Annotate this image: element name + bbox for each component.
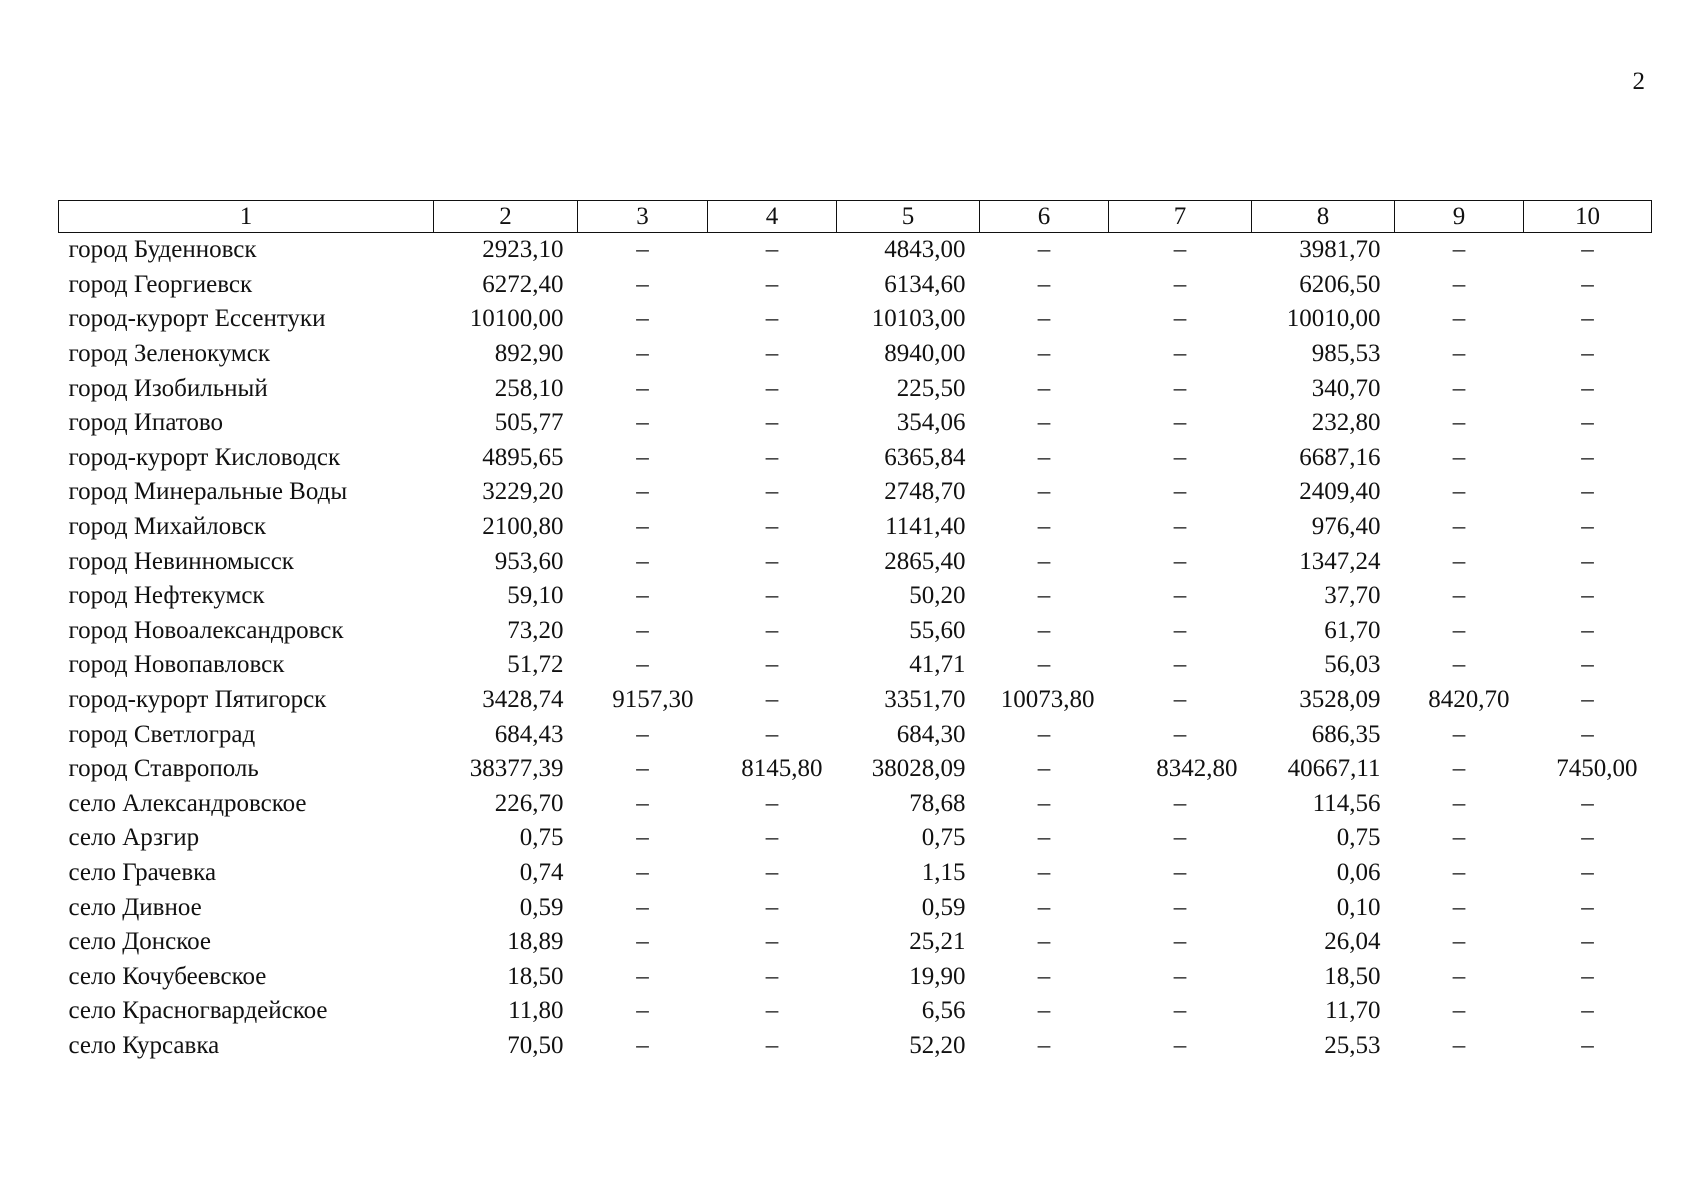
table-row xyxy=(59,683,1652,718)
table-cell: – xyxy=(1037,616,1051,644)
settlement-name: село Кочубеевское xyxy=(68,962,267,990)
table-cell: – xyxy=(1452,997,1466,1025)
table-cell: – xyxy=(1173,893,1187,921)
table-cell: – xyxy=(1452,962,1466,990)
table-cell: 4843,00 xyxy=(884,236,966,264)
table-cell: – xyxy=(1581,582,1594,610)
table-cell: 19,90 xyxy=(909,962,966,990)
table-cell: – xyxy=(1581,478,1594,506)
table-cell: 6,56 xyxy=(921,997,966,1025)
settlement-name: село Дивное xyxy=(68,893,202,921)
table-cell: – xyxy=(1173,513,1187,541)
table-cell: 2100,80 xyxy=(482,513,564,541)
table-cell: – xyxy=(1452,305,1466,333)
table-cell: – xyxy=(765,824,779,852)
table-cell: 0,59 xyxy=(519,893,564,921)
column-header: 7 xyxy=(1109,201,1252,233)
table-cell: – xyxy=(765,928,779,956)
table-cell: – xyxy=(1173,928,1187,956)
table-cell: – xyxy=(765,409,779,437)
table-cell: – xyxy=(1452,236,1466,264)
column-header: 6 xyxy=(980,201,1109,233)
table-cell: – xyxy=(765,305,779,333)
table-row xyxy=(59,614,1652,649)
table-row xyxy=(59,475,1652,510)
table-cell: – xyxy=(1037,582,1051,610)
table-cell: – xyxy=(1452,755,1466,783)
table-row xyxy=(59,787,1652,822)
table-cell: 0,75 xyxy=(1336,824,1381,852)
table-cell: – xyxy=(765,651,779,679)
table-cell: – xyxy=(1581,720,1594,748)
table-cell: – xyxy=(636,720,649,748)
table-row xyxy=(59,544,1652,579)
table-cell: 684,30 xyxy=(896,720,966,748)
table-cell: 340,70 xyxy=(1311,374,1381,402)
table-cell: – xyxy=(765,513,779,541)
table-cell: – xyxy=(1581,547,1594,575)
settlement-name: город Невинномысск xyxy=(68,547,294,575)
table-cell: 6365,84 xyxy=(884,443,966,471)
table-cell: 11,70 xyxy=(1325,997,1381,1025)
column-header: 3 xyxy=(578,201,708,233)
table-header xyxy=(59,201,1652,233)
table-cell: 6272,40 xyxy=(482,270,564,298)
table-cell: – xyxy=(636,1031,649,1059)
table-cell: – xyxy=(1173,374,1187,402)
table-cell: – xyxy=(636,789,649,817)
table-cell: – xyxy=(1452,616,1466,644)
settlement-name: город Зеленокумск xyxy=(68,340,270,368)
table-cell: – xyxy=(1452,928,1466,956)
settlement-name: село Донское xyxy=(68,928,212,956)
table-cell: – xyxy=(765,374,779,402)
table-cell: – xyxy=(765,686,779,714)
table-cell: 976,40 xyxy=(1311,513,1381,541)
table-cell: 686,35 xyxy=(1311,720,1381,748)
table-cell: – xyxy=(1037,720,1051,748)
table-cell: 55,60 xyxy=(909,616,966,644)
table-cell: – xyxy=(1581,409,1594,437)
table-cell: – xyxy=(1037,789,1051,817)
table-cell: 61,70 xyxy=(1324,616,1381,644)
table-cell: – xyxy=(636,582,649,610)
table-cell: 40667,11 xyxy=(1287,755,1381,783)
table-row xyxy=(59,337,1652,372)
table-cell: – xyxy=(1452,824,1466,852)
table-cell: 52,20 xyxy=(909,1031,966,1059)
table-row xyxy=(59,268,1652,303)
table-cell: 505,77 xyxy=(494,409,564,437)
settlement-name: город Светлоград xyxy=(68,720,256,748)
table-cell: – xyxy=(1581,513,1594,541)
table-cell: – xyxy=(636,547,649,575)
column-header: 10 xyxy=(1524,201,1652,233)
table-cell: 892,90 xyxy=(494,340,564,368)
table-cell: 37,70 xyxy=(1324,582,1381,610)
table-cell: – xyxy=(1173,686,1187,714)
table-cell: 4895,65 xyxy=(482,443,564,471)
table-cell: 1347,24 xyxy=(1299,547,1381,575)
table-cell: – xyxy=(1173,720,1187,748)
table-row xyxy=(59,717,1652,752)
table-cell: – xyxy=(1037,374,1051,402)
table-row xyxy=(59,371,1652,406)
table-cell: – xyxy=(1173,651,1187,679)
table-cell: 0,06 xyxy=(1336,858,1381,886)
table-cell: 225,50 xyxy=(896,374,966,402)
table-cell: – xyxy=(1581,305,1594,333)
table-cell: – xyxy=(765,616,779,644)
table-cell: – xyxy=(1452,547,1466,575)
settlement-name: село Красногвардейское xyxy=(68,997,328,1025)
settlement-name: город Новоалександровск xyxy=(68,616,344,644)
table-cell: – xyxy=(1452,270,1466,298)
settlement-name: город Нефтекумск xyxy=(68,582,265,610)
table-cell: 985,53 xyxy=(1311,340,1381,368)
table-cell: 0,74 xyxy=(519,858,564,886)
table-cell: 0,10 xyxy=(1336,893,1381,921)
table-cell: – xyxy=(765,270,779,298)
table-row xyxy=(59,510,1652,545)
table-cell: – xyxy=(1173,997,1187,1025)
table-cell: – xyxy=(1173,616,1187,644)
table-cell: 258,10 xyxy=(494,374,564,402)
table-cell: – xyxy=(1173,1031,1187,1059)
table-cell: – xyxy=(636,651,649,679)
table-cell: – xyxy=(765,962,779,990)
table-cell: – xyxy=(1581,270,1594,298)
settlement-name: город Георгиевск xyxy=(68,270,253,298)
table-cell: – xyxy=(1452,893,1466,921)
table-cell: – xyxy=(765,340,779,368)
table-cell: 953,60 xyxy=(494,547,564,575)
table-cell: – xyxy=(1037,305,1051,333)
settlement-name: город Новопавловск xyxy=(68,651,285,679)
table-cell: 1141,40 xyxy=(885,513,966,541)
settlement-name: село Грачевка xyxy=(68,858,217,886)
table-row xyxy=(59,856,1652,891)
table-cell: 226,70 xyxy=(494,789,564,817)
table-cell: – xyxy=(636,305,649,333)
settlement-name: город Минеральные Воды xyxy=(68,478,348,506)
table-cell: 3428,74 xyxy=(482,686,564,714)
table-cell: – xyxy=(1452,443,1466,471)
table-cell: 56,03 xyxy=(1324,651,1381,679)
table-cell: 2923,10 xyxy=(482,236,564,264)
table-cell: – xyxy=(1037,1031,1051,1059)
table-cell: – xyxy=(1173,824,1187,852)
table-cell: – xyxy=(1037,443,1051,471)
table-cell: 0,75 xyxy=(921,824,966,852)
data-table xyxy=(58,200,1652,1063)
table-cell: 38377,39 xyxy=(469,755,564,783)
table-cell: – xyxy=(1037,409,1051,437)
table-cell: 59,10 xyxy=(507,582,564,610)
table-row xyxy=(59,579,1652,614)
table-row xyxy=(59,959,1652,994)
table-cell: – xyxy=(1581,893,1594,921)
table-cell: – xyxy=(1452,789,1466,817)
table-cell: 6206,50 xyxy=(1299,270,1381,298)
table-cell: 9157,30 xyxy=(612,686,694,714)
table-cell: – xyxy=(1037,755,1051,783)
table-cell: – xyxy=(765,478,779,506)
table-cell: – xyxy=(765,893,779,921)
table-cell: 18,50 xyxy=(1324,962,1381,990)
table-cell: – xyxy=(1173,270,1187,298)
settlement-name: город Буденновск xyxy=(68,236,257,264)
table-cell: – xyxy=(1173,443,1187,471)
table-cell: 18,50 xyxy=(507,962,564,990)
table-cell: – xyxy=(636,236,649,264)
table-row xyxy=(59,925,1652,960)
table-cell: 8145,80 xyxy=(741,755,823,783)
settlement-name: город Ставрополь xyxy=(68,755,259,783)
column-header: 1 xyxy=(59,201,434,233)
table-cell: – xyxy=(1037,236,1051,264)
table-row xyxy=(59,821,1652,856)
table-cell: 6687,16 xyxy=(1299,443,1381,471)
table-cell: – xyxy=(636,858,649,886)
table-cell: – xyxy=(1452,858,1466,886)
settlement-name: город-курорт Кисловодск xyxy=(68,443,341,471)
table-cell: 7450,00 xyxy=(1556,755,1638,783)
column-header: 2 xyxy=(434,201,578,233)
table-cell: – xyxy=(636,997,649,1025)
table-cell: – xyxy=(1173,478,1187,506)
table-cell: 41,71 xyxy=(909,651,966,679)
settlement-name: город Изобильный xyxy=(68,374,268,402)
table-cell: 38028,09 xyxy=(871,755,966,783)
table-row xyxy=(59,994,1652,1029)
table-cell: 8420,70 xyxy=(1428,686,1510,714)
table-cell: 70,50 xyxy=(507,1031,564,1059)
settlement-name: село Александровское xyxy=(68,789,307,817)
table-cell: – xyxy=(1581,824,1594,852)
table-cell: 8342,80 xyxy=(1156,755,1238,783)
table-cell: – xyxy=(636,824,649,852)
table-cell: – xyxy=(1452,720,1466,748)
table-cell: – xyxy=(636,962,649,990)
table-cell: 2865,40 xyxy=(884,547,966,575)
table-row xyxy=(59,406,1652,441)
table-cell: – xyxy=(1037,858,1051,886)
table-cell: – xyxy=(765,443,779,471)
table-row xyxy=(59,1029,1652,1064)
table-cell: – xyxy=(1452,1031,1466,1059)
table-cell: – xyxy=(1452,582,1466,610)
table-cell: 0,75 xyxy=(519,824,564,852)
table-cell: – xyxy=(765,858,779,886)
table-cell: 50,20 xyxy=(909,582,966,610)
table-cell: – xyxy=(1581,443,1594,471)
table-cell: 3528,09 xyxy=(1299,686,1381,714)
table-cell: – xyxy=(1037,962,1051,990)
table-cell: – xyxy=(1581,340,1594,368)
table-row xyxy=(59,441,1652,476)
table-cell: – xyxy=(1037,651,1051,679)
table-cell: 25,53 xyxy=(1324,1031,1381,1059)
table-cell: – xyxy=(1581,997,1594,1025)
table-cell: 3229,20 xyxy=(482,478,564,506)
table-cell: – xyxy=(1037,547,1051,575)
table-cell: – xyxy=(636,409,649,437)
table-cell: – xyxy=(1173,582,1187,610)
table-cell: – xyxy=(765,720,779,748)
table-cell: – xyxy=(1581,616,1594,644)
table-cell: – xyxy=(636,478,649,506)
settlement-name: город-курорт Ессентуки xyxy=(68,305,326,333)
column-header: 5 xyxy=(837,201,980,233)
column-header: 8 xyxy=(1252,201,1395,233)
table-cell: 78,68 xyxy=(909,789,966,817)
settlement-name: село Курсавка xyxy=(68,1031,220,1059)
table-cell: – xyxy=(765,236,779,264)
table-cell: – xyxy=(1581,858,1594,886)
table-cell: 354,06 xyxy=(896,409,966,437)
table-cell: – xyxy=(1173,305,1187,333)
table-cell: – xyxy=(636,755,649,783)
table-cell: – xyxy=(1581,928,1594,956)
table-cell: 2409,40 xyxy=(1299,478,1381,506)
table-cell: – xyxy=(1452,374,1466,402)
column-header: 4 xyxy=(708,201,837,233)
table-cell: 2748,70 xyxy=(884,478,966,506)
table-cell: – xyxy=(765,547,779,575)
table-cell: – xyxy=(636,270,649,298)
page-number: 2 xyxy=(1632,68,1645,95)
table-cell: – xyxy=(1173,962,1187,990)
table-row xyxy=(59,302,1652,337)
table-cell: – xyxy=(1037,513,1051,541)
table-cell: 8940,00 xyxy=(884,340,966,368)
table-cell: 114,56 xyxy=(1312,789,1381,817)
table-cell: – xyxy=(1037,478,1051,506)
table-cell: – xyxy=(1452,478,1466,506)
table-cell: 3351,70 xyxy=(884,686,966,714)
table-cell: – xyxy=(1173,409,1187,437)
table-cell: – xyxy=(636,374,649,402)
table-cell: 6134,60 xyxy=(884,270,966,298)
table-row xyxy=(59,752,1652,787)
settlement-name: город-курорт Пятигорск xyxy=(68,686,327,714)
table-cell: – xyxy=(1581,651,1594,679)
settlement-name: село Арзгир xyxy=(68,824,200,852)
table-cell: – xyxy=(1452,651,1466,679)
table-cell: 26,04 xyxy=(1324,928,1381,956)
table-cell: – xyxy=(1173,340,1187,368)
table-cell: – xyxy=(1037,340,1051,368)
table-cell: 11,80 xyxy=(508,997,564,1025)
table-cell: – xyxy=(1173,858,1187,886)
table-cell: – xyxy=(1581,686,1594,714)
table-row xyxy=(59,233,1652,268)
table-cell: – xyxy=(765,789,779,817)
table-cell: 25,21 xyxy=(909,928,966,956)
table-cell: 1,15 xyxy=(921,858,966,886)
table-cell: 232,80 xyxy=(1311,409,1381,437)
table-cell: 3981,70 xyxy=(1299,236,1381,264)
table-cell: – xyxy=(636,928,649,956)
table-cell: – xyxy=(1037,270,1051,298)
table-cell: – xyxy=(1452,409,1466,437)
settlement-name: город Михайловск xyxy=(68,513,267,541)
table-cell: – xyxy=(1037,824,1051,852)
table-cell: 684,43 xyxy=(494,720,564,748)
table-cell: – xyxy=(1581,374,1594,402)
table-cell: – xyxy=(1173,789,1187,817)
table-cell: – xyxy=(1581,789,1594,817)
table-cell: – xyxy=(1581,1031,1594,1059)
table-cell: – xyxy=(765,1031,779,1059)
table-row xyxy=(59,648,1652,683)
table-cell: – xyxy=(1581,236,1594,264)
table-cell: 18,89 xyxy=(507,928,564,956)
table-cell: – xyxy=(1173,547,1187,575)
table-cell: 51,72 xyxy=(507,651,564,679)
table-cell: – xyxy=(1037,893,1051,921)
table-cell: – xyxy=(636,340,649,368)
column-header: 9 xyxy=(1395,201,1524,233)
table-cell: 0,59 xyxy=(921,893,966,921)
table-cell: 10073,80 xyxy=(1000,686,1095,714)
table-cell: – xyxy=(636,616,649,644)
table-cell: – xyxy=(765,997,779,1025)
settlement-name: город Ипатово xyxy=(68,409,223,437)
table-cell: – xyxy=(636,443,649,471)
table-cell: – xyxy=(1173,236,1187,264)
table-row xyxy=(59,890,1652,925)
table-cell: – xyxy=(1452,513,1466,541)
table-cell: 73,20 xyxy=(507,616,564,644)
table-cell: – xyxy=(765,582,779,610)
table-body xyxy=(59,233,1652,1064)
table-cell: – xyxy=(636,893,649,921)
table-cell: 10100,00 xyxy=(469,305,564,333)
table-cell: – xyxy=(1037,997,1051,1025)
table-cell: 10010,00 xyxy=(1286,305,1381,333)
table-cell: 10103,00 xyxy=(871,305,966,333)
table-cell: – xyxy=(1037,928,1051,956)
header-row xyxy=(59,201,1652,233)
table-cell: – xyxy=(636,513,649,541)
table-cell: – xyxy=(1581,962,1594,990)
table-cell: – xyxy=(1452,340,1466,368)
